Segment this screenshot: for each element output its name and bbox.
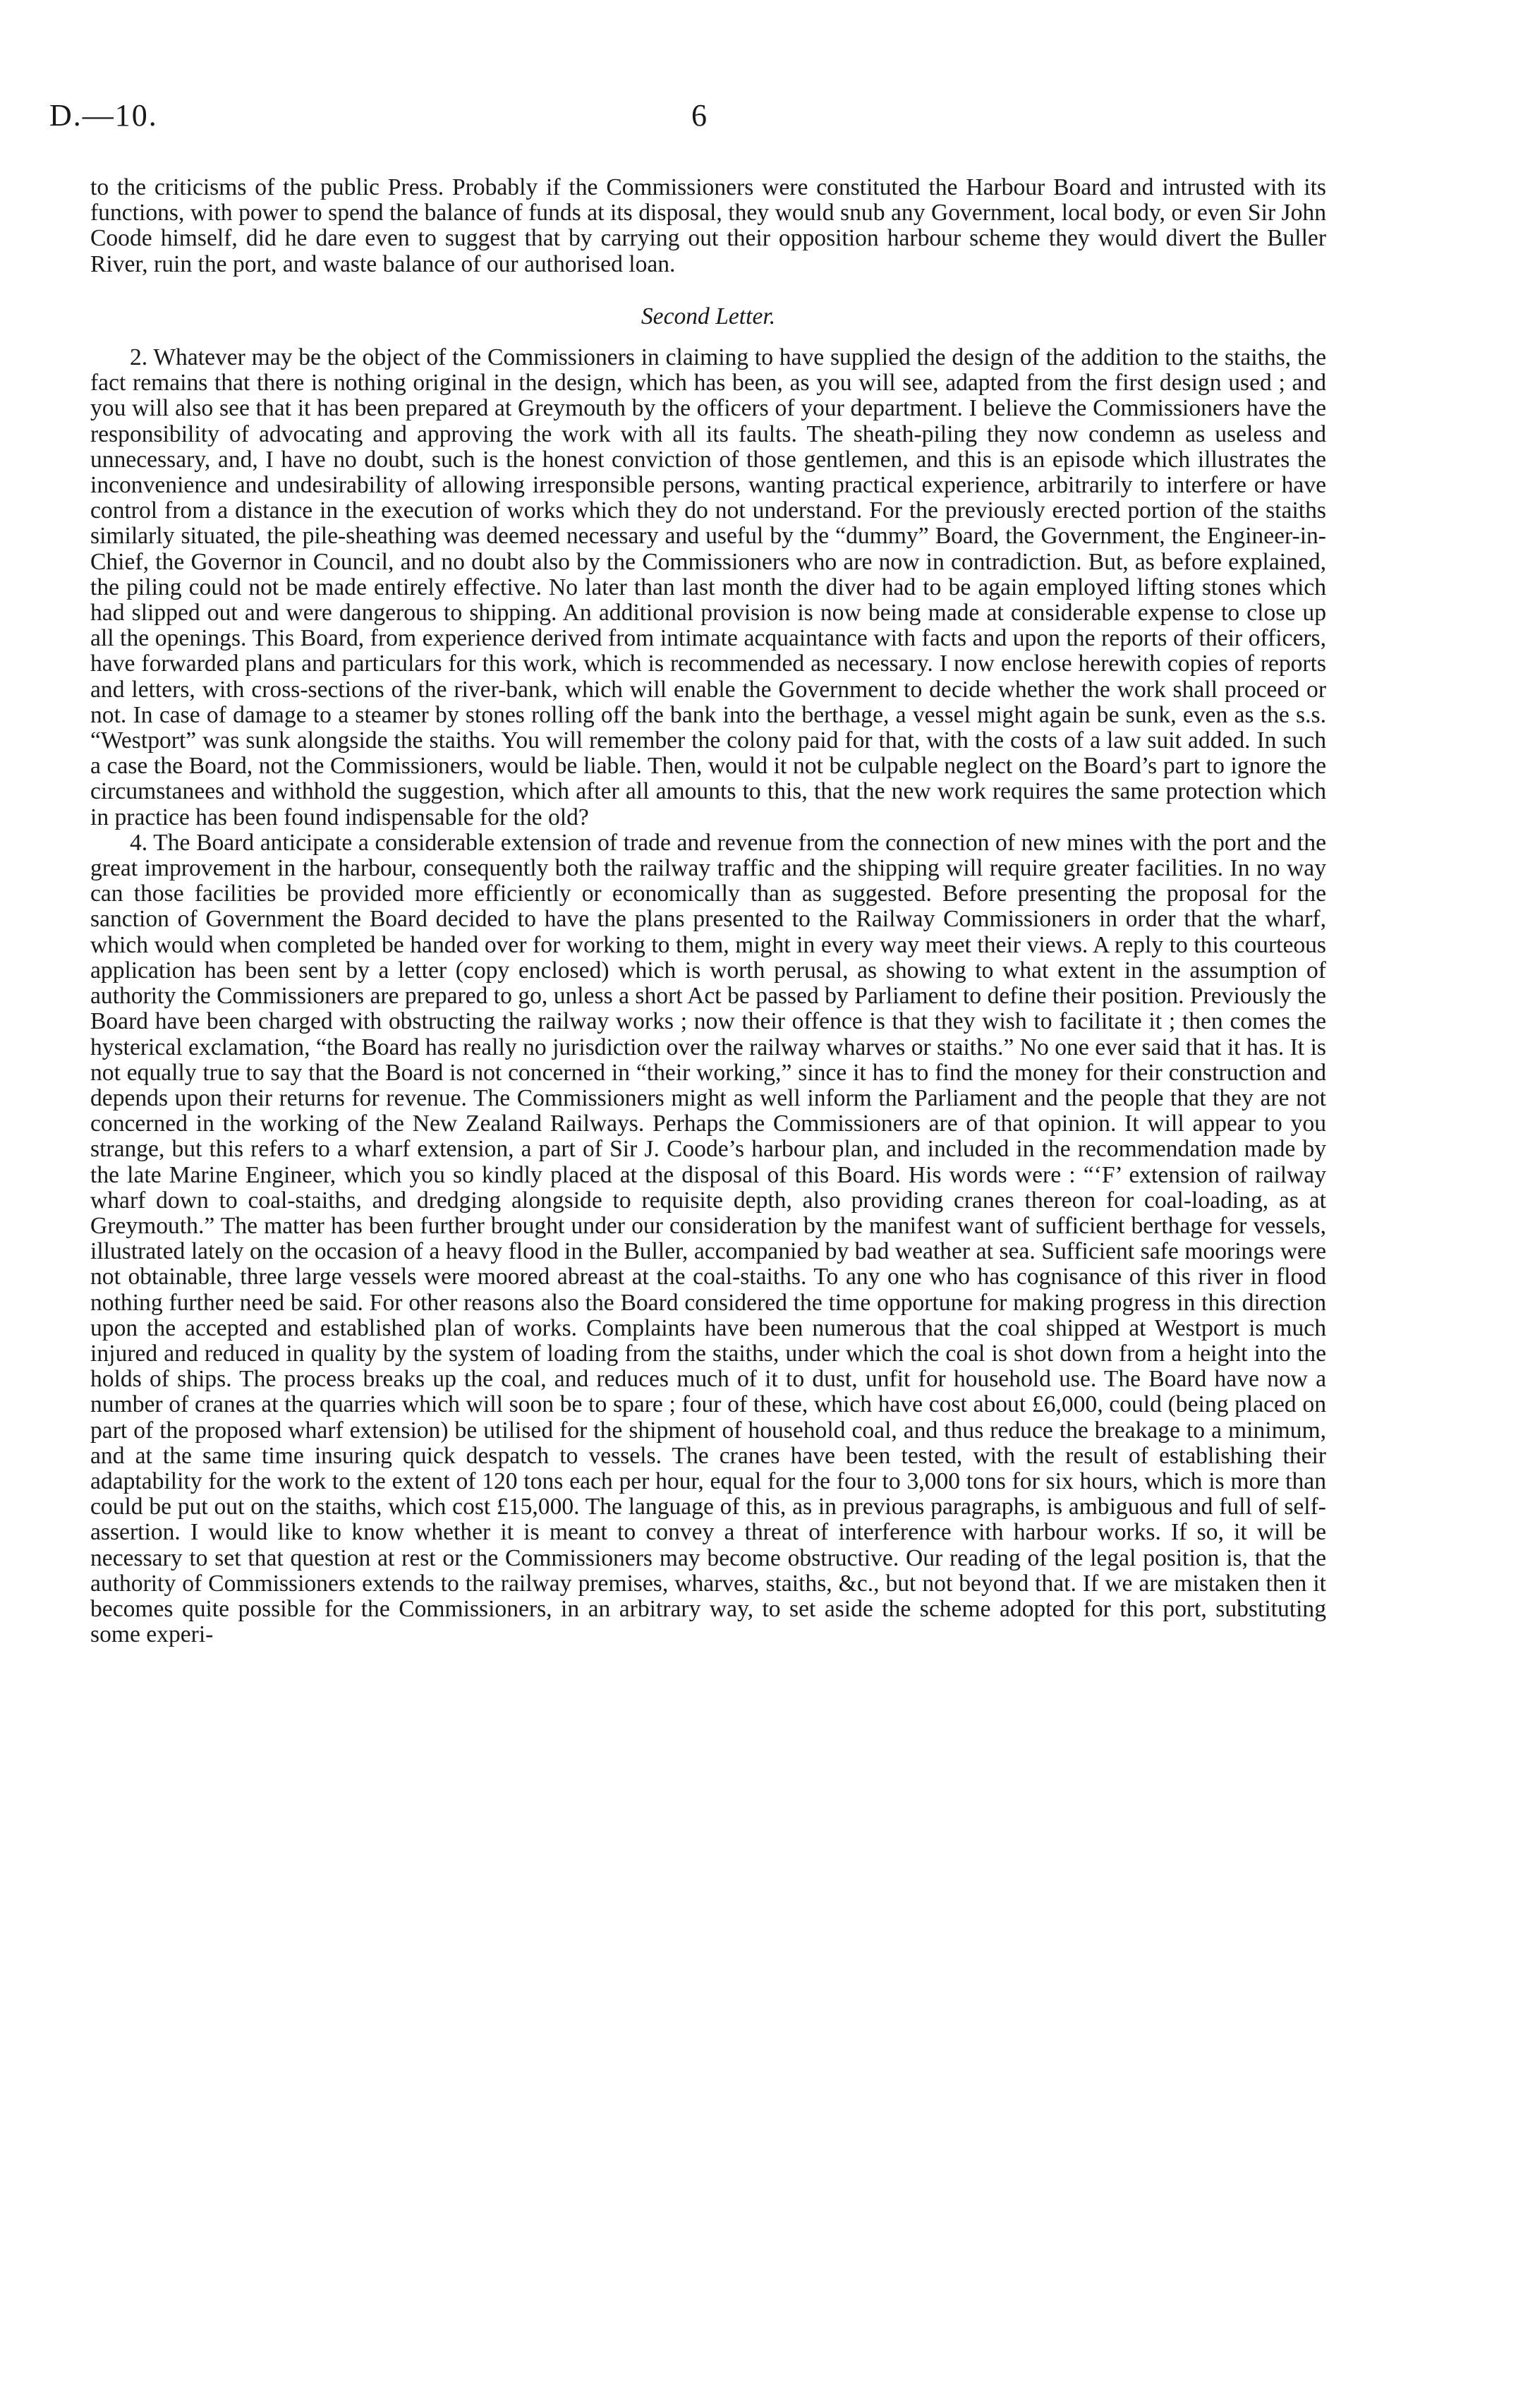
page-number: 6 xyxy=(691,98,707,133)
section-heading: Second Letter. xyxy=(641,303,776,329)
paragraph-4: 4. The Board anticipate a considerable extension of trade and revenue from the connection of new mines with the port and the great improvement in the harbour, consequently both the railway traffic and the shipping will require greater facilities. In no way can those facilities be provided more efficiently or economically than as suggested. Before presenting the proposal for the sanction of Government the Board decided to have the plans presented to the Railway Commissioners in order that the wharf, which would when completed be handed over for working to them, might in every way meet their views. A reply to this courteous application has been sent by a letter (copy enclosed) which is worth perusal, as showing to what extent in the assumption of authority the Commissioners are prepared to go, unless a short Act be passed by Parliament to define their position. Previously the Board have been charged with obstructing the railway works ; now their offence is that they wish to facilitate it ; then comes the hysterical exclamation, “the Board has really no jurisdiction over the railway wharves or staiths.” No one ever said that it has. It is not equally true to say that the Board is not concerned in “their working,” since it has to find the money for their construction and depends upon their returns for revenue. The Commissioners might as well inform the Parliament and the people that they are not concerned in the working of the New Zealand Railways. Perhaps the Commissioners are of that opinion. It will appear to you strange, but this refers to a wharf extension, a part of Sir J. Coode’s harbour plan, and included in the recommendation made by the late Marine Engineer, which you so kindly placed at the disposal of this Board. His words were : “‘F’ extension of railway wharf down to coal-staiths, and dredging alongside to requisite depth, also providing cranes thereon for coal-loading, as at Greymouth.” The matter has been further brought under our consideration by the manifest want of sufficient berthage for vessels, illustrated lately on the occasion of a heavy flood in the Buller, accompanied by bad weather at sea. Sufficient safe moorings were not obtainable, three large vessels were moored abreast at the coal-staiths. To any one who has cognisance of this river in flood nothing further need be said. For other reasons also the Board considered the time opportune for making progress in this direction upon the accepted and established plan of works. Complaints have been numerous that the coal shipped at Westport is much injured and reduced in quality by the system of loading from the staiths, under which the coal is shot down from a height into the holds of ships. The process breaks up the coal, and reduces much of it to dust, unfit for household use. The Board have now a number of cranes at the quarries which will soon be to spare ; four of these, which have cost about £6,000, could (being placed on part of the proposed wharf extension) be utilised for the shipment of household coal, and thus reduce the breakage to a minimum, and at the same time insuring quick despatch to vessels. The cranes have been tested, with the result of establishing their adaptability for the work to the extent of 120 tons each per hour, equal for the four to 3,000 tons for six hours, which is more than could be put out on the staiths, which cost £15,000. The language of this, as in previous paragraphs, is ambiguous and full of self-assertion. I would like to know whether it is meant to convey a threat of interference with harbour works. If so, it will be necessary to set that question at rest or the Commissioners may become obstructive. Our reading of the legal position is, that the authority of Commissioners extends to the railway premises, wharves, staiths, &c., but not beyond that. If we are mistaken then it becomes quite possible for the Commissioners, in an arbitrary way, to set aside the scheme adopted for this port, substituting some experi- xyxy=(90,829,1326,1648)
paragraph-2: 2. Whatever may be the object of the Commissioners in claiming to have supplied the design of the addition to the staiths, the fact remains that there is nothing original in the design, which has been, as you will see, adapted from the first design used ; and you will also see that it has been prepared at Greymouth by the officers of your department. I believe the Commissioners have the responsibility of advocating and approving the work with all its faults. The sheath-piling they now condemn as useless and unnecessary, and, I have no doubt, such is the honest conviction of those gentlemen, and this is an episode which illustrates the inconvenience and undesirability of allowing irresponsible persons, wanting practical experience, arbitrarily to interfere or have control from a distance in the execution of works which they do not understand. For the previously erected portion of the staiths similarly situated, the pile-sheathing was deemed necessary and useful by the “dummy” Board, the Government, the Engineer-in-Chief, the Governor in Council, and no doubt also by the Commissioners who are now in contradiction. But, as before explained, the piling could not be made entirely effective. No later than last month the diver had to be again employed lifting stones which had slipped out and were dangerous to shipping. An additional provision is now being made at considerable expense to close up all the openings. This Board, from experience derived from intimate acquaintance with facts and upon the reports of their officers, have forwarded plans and particulars for this work, which is recommended as necessary. I now enclose herewith copies of reports and letters, with cross-sections of the river-bank, which will enable the Government to decide whether the work shall proceed or not. In case of damage to a steamer by stones rolling off the bank into the berthage, a vessel might again be sunk, even as the s.s. “Westport” was sunk alongside the staiths. You will remember the colony paid for that, with the costs of a law suit added. In such a case the Board, not the Commissioners, would be liable. Then, would it not be culpable neglect on the Board’s part to ignore the circumstanees and withhold the suggestion, which after all amounts to this, that the new work requires the same protection which in practice has been found indispensable for the old? xyxy=(90,344,1326,830)
page-header xyxy=(49,97,1326,147)
opening-paragraph: to the criticisms of the public Press. Probably if the Commissioners were constituted the Harbour Board and intrusted with its functions, with power to spend the balance of funds at its disposal, they would snub any Government, local body, or even Sir John Coode himself, did he dare even to suggest that by carrying out their opposition harbour scheme they would divert the Buller River, ruin the port, and waste balance of our authorised loan. xyxy=(90,174,1326,277)
document-reference: D.—10. xyxy=(49,98,158,133)
body-text xyxy=(90,175,1326,1647)
